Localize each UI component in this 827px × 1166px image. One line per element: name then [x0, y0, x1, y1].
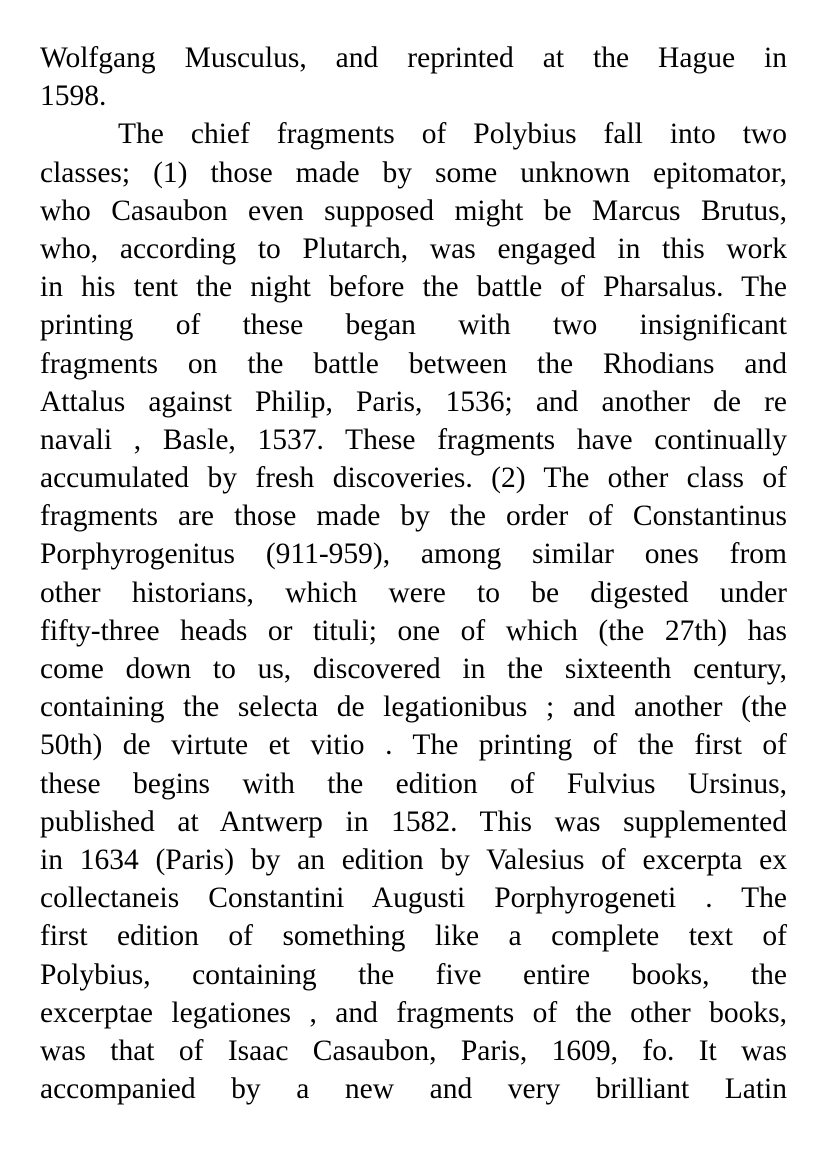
text-line: published at Antwerp in 1582. This was supplemented	[40, 805, 787, 838]
text-line: Polybius, containing the five entire books, the	[40, 958, 787, 991]
text-line: Porphyrogenitus (911-959), among similar ones from	[40, 538, 787, 571]
text-line: accompanied by a new and very brilliant Latin	[40, 1073, 787, 1106]
text-line: classes; (1) those made by some unknown epitomator,	[40, 156, 787, 189]
text-line: who, according to Plutarch, was engaged in this work	[40, 232, 787, 265]
text-line: fifty-three heads or tituli; one of which (the 27th) has	[40, 614, 787, 647]
text-line: in 1634 (Paris) by an edition by Valesius of excerpta ex	[40, 843, 787, 876]
text-line: first edition of something like a complete text of	[40, 920, 787, 953]
text-line: containing the selecta de legationibus ; and another (the	[40, 691, 787, 724]
text-line: other historians, which were to be digested under	[40, 576, 787, 609]
text-line: fragments on the battle between the Rhodians and	[40, 347, 787, 380]
text-line: navali , Basle, 1537. These fragments have continually	[40, 423, 787, 456]
text-line: who Casaubon even supposed might be Marcus Brutus,	[40, 194, 787, 227]
text-line: accumulated by fresh discoveries. (2) The other class of	[40, 462, 787, 495]
document-page	[40, 39, 787, 1108]
text-line: printing of these began with two insignificant	[40, 309, 787, 342]
text-line: 1598.	[40, 80, 107, 113]
text-line: in his tent the night before the battle of Pharsalus. The	[40, 271, 787, 304]
text-line: collectaneis Constantini Augusti Porphyrogeneti . The	[40, 882, 787, 915]
text-line: excerptae legationes , and fragments of the other books,	[40, 996, 787, 1029]
text-line: 50th) de virtute et vitio . The printing of the first of	[40, 729, 787, 762]
text-line: Wolfgang Musculus, and reprinted at the Hague in	[40, 42, 787, 74]
paragraph-first-line: The chief fragments of Polybius fall into two	[118, 118, 787, 151]
text-line: come down to us, discovered in the sixteenth century,	[40, 653, 787, 685]
text-line: was that of Isaac Casaubon, Paris, 1609, fo. It was	[40, 1034, 787, 1067]
text-line: these begins with the edition of Fulvius Ursinus,	[40, 767, 787, 800]
text-line: fragments are those made by the order of Constantinus	[40, 500, 787, 533]
text-line: Attalus against Philip, Paris, 1536; and another de re	[40, 385, 787, 418]
